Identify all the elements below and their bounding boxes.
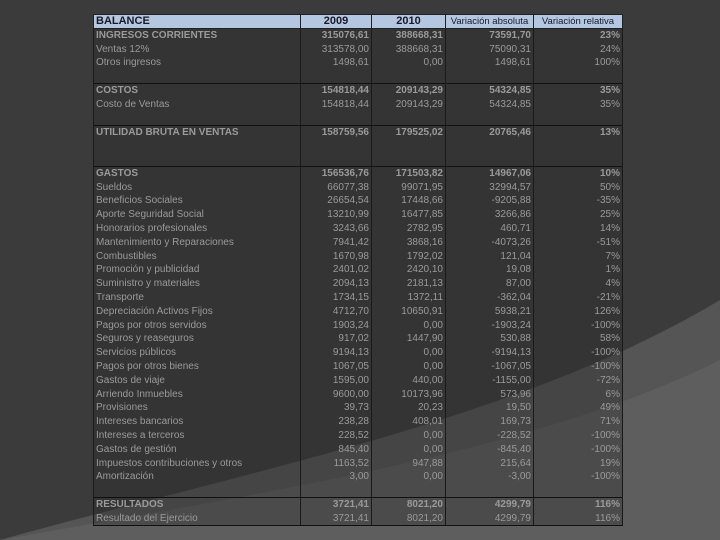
variacion-relativa: -72% bbox=[534, 373, 623, 387]
blank-row bbox=[94, 484, 623, 498]
variacion-absoluta: 75090,31 bbox=[446, 42, 534, 56]
row-label: Gastos de gestión bbox=[94, 442, 301, 456]
variacion-absoluta: 14967,06 bbox=[446, 166, 534, 180]
variacion-relativa: 49% bbox=[534, 401, 623, 415]
value-2010: 947,88 bbox=[372, 456, 446, 470]
variacion-absoluta: 54324,85 bbox=[446, 97, 534, 111]
variacion-relativa: 25% bbox=[534, 208, 623, 222]
value-2010: 3868,16 bbox=[372, 235, 446, 249]
value-2010: 0,00 bbox=[372, 442, 446, 456]
variacion-relativa: 10% bbox=[534, 166, 623, 180]
value-2010: 2181,13 bbox=[372, 277, 446, 291]
variacion-relativa: 13% bbox=[534, 125, 623, 139]
value-2009: 13210,99 bbox=[301, 208, 372, 222]
value-2009: 3243,66 bbox=[301, 222, 372, 236]
variacion-relativa bbox=[534, 484, 623, 498]
table-row bbox=[94, 277, 623, 291]
table-row bbox=[94, 56, 623, 70]
value-2009: 26654,54 bbox=[301, 194, 372, 208]
variacion-relativa bbox=[534, 139, 623, 153]
value-2010: 1792,02 bbox=[372, 249, 446, 263]
value-2009: 158759,56 bbox=[301, 125, 372, 139]
variacion-absoluta bbox=[446, 111, 534, 125]
row-label: Servicios públicos bbox=[94, 346, 301, 360]
value-2010: 0,00 bbox=[372, 429, 446, 443]
value-2009: 1163,52 bbox=[301, 456, 372, 470]
value-2009: 66077,38 bbox=[301, 180, 372, 194]
row-label: Combustibles bbox=[94, 249, 301, 263]
variacion-relativa: 6% bbox=[534, 387, 623, 401]
row-label: Sueldos bbox=[94, 180, 301, 194]
variacion-absoluta bbox=[446, 139, 534, 153]
variacion-relativa: 1% bbox=[534, 263, 623, 277]
value-2009: 154818,44 bbox=[301, 97, 372, 111]
value-2009: 917,02 bbox=[301, 332, 372, 346]
value-2010: 8021,20 bbox=[372, 498, 446, 512]
row-label: Provisiones bbox=[94, 401, 301, 415]
value-2009: 1734,15 bbox=[301, 291, 372, 305]
table-row bbox=[94, 84, 623, 98]
variacion-absoluta: 215,64 bbox=[446, 456, 534, 470]
variacion-relativa bbox=[534, 70, 623, 84]
table-row bbox=[94, 29, 623, 43]
variacion-absoluta bbox=[446, 153, 534, 167]
variacion-relativa: 24% bbox=[534, 42, 623, 56]
value-2010: 2420,10 bbox=[372, 263, 446, 277]
row-label: Gastos de viaje bbox=[94, 373, 301, 387]
variacion-relativa: -21% bbox=[534, 291, 623, 305]
value-2009: 3,00 bbox=[301, 470, 372, 484]
variacion-relativa: -100% bbox=[534, 442, 623, 456]
variacion-absoluta: 3266,86 bbox=[446, 208, 534, 222]
value-2009: 2401,02 bbox=[301, 263, 372, 277]
variacion-absoluta: 87,00 bbox=[446, 277, 534, 291]
value-2009 bbox=[301, 70, 372, 84]
variacion-absoluta: 530,88 bbox=[446, 332, 534, 346]
variacion-absoluta: 4299,79 bbox=[446, 511, 534, 525]
variacion-absoluta: 32994,57 bbox=[446, 180, 534, 194]
table-row bbox=[94, 456, 623, 470]
variacion-absoluta: 19,08 bbox=[446, 263, 534, 277]
table-row bbox=[94, 125, 623, 139]
variacion-absoluta: 573,96 bbox=[446, 387, 534, 401]
variacion-relativa: 7% bbox=[534, 249, 623, 263]
row-label bbox=[94, 70, 301, 84]
value-2010: 16477,85 bbox=[372, 208, 446, 222]
row-label: Arriendo Inmuebles bbox=[94, 387, 301, 401]
row-label: Aporte Seguridad Social bbox=[94, 208, 301, 222]
table-row bbox=[94, 470, 623, 484]
variacion-absoluta: 19,50 bbox=[446, 401, 534, 415]
variacion-relativa: 116% bbox=[534, 498, 623, 512]
table-row bbox=[94, 208, 623, 222]
value-2009: 3721,41 bbox=[301, 511, 372, 525]
variacion-relativa: 23% bbox=[534, 29, 623, 43]
value-2009: 7941,42 bbox=[301, 235, 372, 249]
value-2010: 209143,29 bbox=[372, 84, 446, 98]
row-label: Intereses bancarios bbox=[94, 415, 301, 429]
table-row bbox=[94, 498, 623, 512]
row-label: Mantenimiento y Reparaciones bbox=[94, 235, 301, 249]
value-2010: 408,01 bbox=[372, 415, 446, 429]
variacion-absoluta: -228,52 bbox=[446, 429, 534, 443]
variacion-relativa: 35% bbox=[534, 84, 623, 98]
row-label: Suministro y materiales bbox=[94, 277, 301, 291]
table-row bbox=[94, 511, 623, 525]
value-2009: 156536,76 bbox=[301, 166, 372, 180]
row-label: COSTOS bbox=[94, 84, 301, 98]
value-2010: 440,00 bbox=[372, 373, 446, 387]
table-row bbox=[94, 194, 623, 208]
value-2009: 1067,05 bbox=[301, 360, 372, 374]
variacion-relativa: -100% bbox=[534, 360, 623, 374]
table-row bbox=[94, 97, 623, 111]
row-label: Transporte bbox=[94, 291, 301, 305]
value-2009: 313578,00 bbox=[301, 42, 372, 56]
row-label: Ventas 12% bbox=[94, 42, 301, 56]
value-2009: 154818,44 bbox=[301, 84, 372, 98]
variacion-relativa: 50% bbox=[534, 180, 623, 194]
table-row bbox=[94, 180, 623, 194]
variacion-relativa: 19% bbox=[534, 456, 623, 470]
row-label bbox=[94, 111, 301, 125]
value-2009 bbox=[301, 484, 372, 498]
table-row bbox=[94, 360, 623, 374]
value-2010: 0,00 bbox=[372, 318, 446, 332]
variacion-relativa: 35% bbox=[534, 97, 623, 111]
table-row bbox=[94, 346, 623, 360]
value-2009: 238,28 bbox=[301, 415, 372, 429]
variacion-absoluta: -1155,00 bbox=[446, 373, 534, 387]
blank-row bbox=[94, 139, 623, 153]
variacion-relativa bbox=[534, 153, 623, 167]
table-row bbox=[94, 263, 623, 277]
table-row bbox=[94, 291, 623, 305]
table-row bbox=[94, 166, 623, 180]
variacion-absoluta: -9194,13 bbox=[446, 346, 534, 360]
variacion-relativa: 116% bbox=[534, 511, 623, 525]
value-2009: 9194,13 bbox=[301, 346, 372, 360]
value-2010: 179525,02 bbox=[372, 125, 446, 139]
value-2009 bbox=[301, 139, 372, 153]
row-label: Pagos por otros bienes bbox=[94, 360, 301, 374]
table-row bbox=[94, 318, 623, 332]
value-2010: 388668,31 bbox=[372, 42, 446, 56]
variacion-relativa: 14% bbox=[534, 222, 623, 236]
table-row bbox=[94, 304, 623, 318]
variacion-relativa bbox=[534, 111, 623, 125]
variacion-absoluta: -9205,88 bbox=[446, 194, 534, 208]
variacion-absoluta: 169,73 bbox=[446, 415, 534, 429]
value-2009: 1498,61 bbox=[301, 56, 372, 70]
value-2009: 1903,24 bbox=[301, 318, 372, 332]
value-2010: 99071,95 bbox=[372, 180, 446, 194]
variacion-relativa: 4% bbox=[534, 277, 623, 291]
header-2010: 2010 bbox=[372, 15, 446, 29]
variacion-relativa: 126% bbox=[534, 304, 623, 318]
row-label: INGRESOS CORRIENTES bbox=[94, 29, 301, 43]
variacion-relativa: 71% bbox=[534, 415, 623, 429]
row-label bbox=[94, 484, 301, 498]
value-2010: 17448,66 bbox=[372, 194, 446, 208]
variacion-relativa: 100% bbox=[534, 56, 623, 70]
variacion-absoluta: -1067,05 bbox=[446, 360, 534, 374]
value-2010: 10173,96 bbox=[372, 387, 446, 401]
table-row bbox=[94, 442, 623, 456]
row-label: Promoción y publicidad bbox=[94, 263, 301, 277]
variacion-absoluta: -1903,24 bbox=[446, 318, 534, 332]
row-label: GASTOS bbox=[94, 166, 301, 180]
row-label: Impuestos contribuciones y otros bbox=[94, 456, 301, 470]
row-label: Amortización bbox=[94, 470, 301, 484]
value-2009 bbox=[301, 153, 372, 167]
variacion-absoluta: -845,40 bbox=[446, 442, 534, 456]
table-row bbox=[94, 387, 623, 401]
variacion-relativa: -35% bbox=[534, 194, 623, 208]
value-2009: 1670,98 bbox=[301, 249, 372, 263]
value-2009: 315076,61 bbox=[301, 29, 372, 43]
table-row bbox=[94, 249, 623, 263]
value-2010: 388668,31 bbox=[372, 29, 446, 43]
variacion-relativa: -100% bbox=[534, 470, 623, 484]
value-2010 bbox=[372, 484, 446, 498]
variacion-absoluta bbox=[446, 70, 534, 84]
value-2010: 0,00 bbox=[372, 56, 446, 70]
value-2009: 4712,70 bbox=[301, 304, 372, 318]
row-label: Resultado del Ejercicio bbox=[94, 511, 301, 525]
row-label: UTILIDAD BRUTA EN VENTAS bbox=[94, 125, 301, 139]
variacion-absoluta: 1498,61 bbox=[446, 56, 534, 70]
row-label: Pagos por otros servidos bbox=[94, 318, 301, 332]
table-row bbox=[94, 222, 623, 236]
value-2010: 171503,82 bbox=[372, 166, 446, 180]
row-label: Seguros y reaseguros bbox=[94, 332, 301, 346]
table-row bbox=[94, 332, 623, 346]
variacion-relativa: -100% bbox=[534, 318, 623, 332]
value-2010: 10650,91 bbox=[372, 304, 446, 318]
value-2010: 2782,95 bbox=[372, 222, 446, 236]
header-2009: 2009 bbox=[301, 15, 372, 29]
variacion-absoluta: -4073,26 bbox=[446, 235, 534, 249]
value-2010 bbox=[372, 70, 446, 84]
balance-table bbox=[93, 14, 623, 526]
blank-row bbox=[94, 111, 623, 125]
value-2009 bbox=[301, 111, 372, 125]
value-2009: 1595,00 bbox=[301, 373, 372, 387]
value-2010: 0,00 bbox=[372, 346, 446, 360]
value-2009: 228,52 bbox=[301, 429, 372, 443]
row-label bbox=[94, 153, 301, 167]
value-2009: 39,73 bbox=[301, 401, 372, 415]
variacion-absoluta: 5938,21 bbox=[446, 304, 534, 318]
row-label: Honorarios profesionales bbox=[94, 222, 301, 236]
row-label: Costo de Ventas bbox=[94, 97, 301, 111]
blank-row bbox=[94, 153, 623, 167]
variacion-absoluta: 121,04 bbox=[446, 249, 534, 263]
table-row bbox=[94, 429, 623, 443]
table-row bbox=[94, 42, 623, 56]
value-2009: 3721,41 bbox=[301, 498, 372, 512]
variacion-absoluta bbox=[446, 484, 534, 498]
row-label: Intereses a terceros bbox=[94, 429, 301, 443]
value-2010: 1372,11 bbox=[372, 291, 446, 305]
value-2010 bbox=[372, 111, 446, 125]
value-2010: 8021,20 bbox=[372, 511, 446, 525]
value-2009: 845,40 bbox=[301, 442, 372, 456]
value-2010 bbox=[372, 139, 446, 153]
variacion-absoluta: 54324,85 bbox=[446, 84, 534, 98]
value-2010 bbox=[372, 153, 446, 167]
value-2009: 2094,13 bbox=[301, 277, 372, 291]
variacion-absoluta: 73591,70 bbox=[446, 29, 534, 43]
variacion-absoluta: -362,04 bbox=[446, 291, 534, 305]
table-row bbox=[94, 373, 623, 387]
variacion-relativa: -100% bbox=[534, 429, 623, 443]
variacion-relativa: 58% bbox=[534, 332, 623, 346]
row-label: Beneficios Sociales bbox=[94, 194, 301, 208]
variacion-absoluta: 460,71 bbox=[446, 222, 534, 236]
variacion-absoluta: -3,00 bbox=[446, 470, 534, 484]
variacion-relativa: -51% bbox=[534, 235, 623, 249]
header-variacion-absoluta: Variación absoluta bbox=[446, 15, 534, 29]
table-row bbox=[94, 235, 623, 249]
value-2010: 20,23 bbox=[372, 401, 446, 415]
value-2010: 1447,90 bbox=[372, 332, 446, 346]
value-2010: 209143,29 bbox=[372, 97, 446, 111]
variacion-relativa: -100% bbox=[534, 346, 623, 360]
table-header-row bbox=[94, 15, 623, 29]
blank-row bbox=[94, 70, 623, 84]
row-label: Depreciación Activos Fijos bbox=[94, 304, 301, 318]
table-row bbox=[94, 401, 623, 415]
table-row bbox=[94, 415, 623, 429]
header-variacion-relativa: Variación relativa bbox=[534, 15, 623, 29]
value-2009: 9600,00 bbox=[301, 387, 372, 401]
variacion-absoluta: 4299,79 bbox=[446, 498, 534, 512]
value-2010: 0,00 bbox=[372, 470, 446, 484]
row-label: RESULTADOS bbox=[94, 498, 301, 512]
value-2010: 0,00 bbox=[372, 360, 446, 374]
row-label bbox=[94, 139, 301, 153]
variacion-absoluta: 20765,46 bbox=[446, 125, 534, 139]
row-label: Otros ingresos bbox=[94, 56, 301, 70]
header-balance: BALANCE bbox=[94, 15, 301, 29]
